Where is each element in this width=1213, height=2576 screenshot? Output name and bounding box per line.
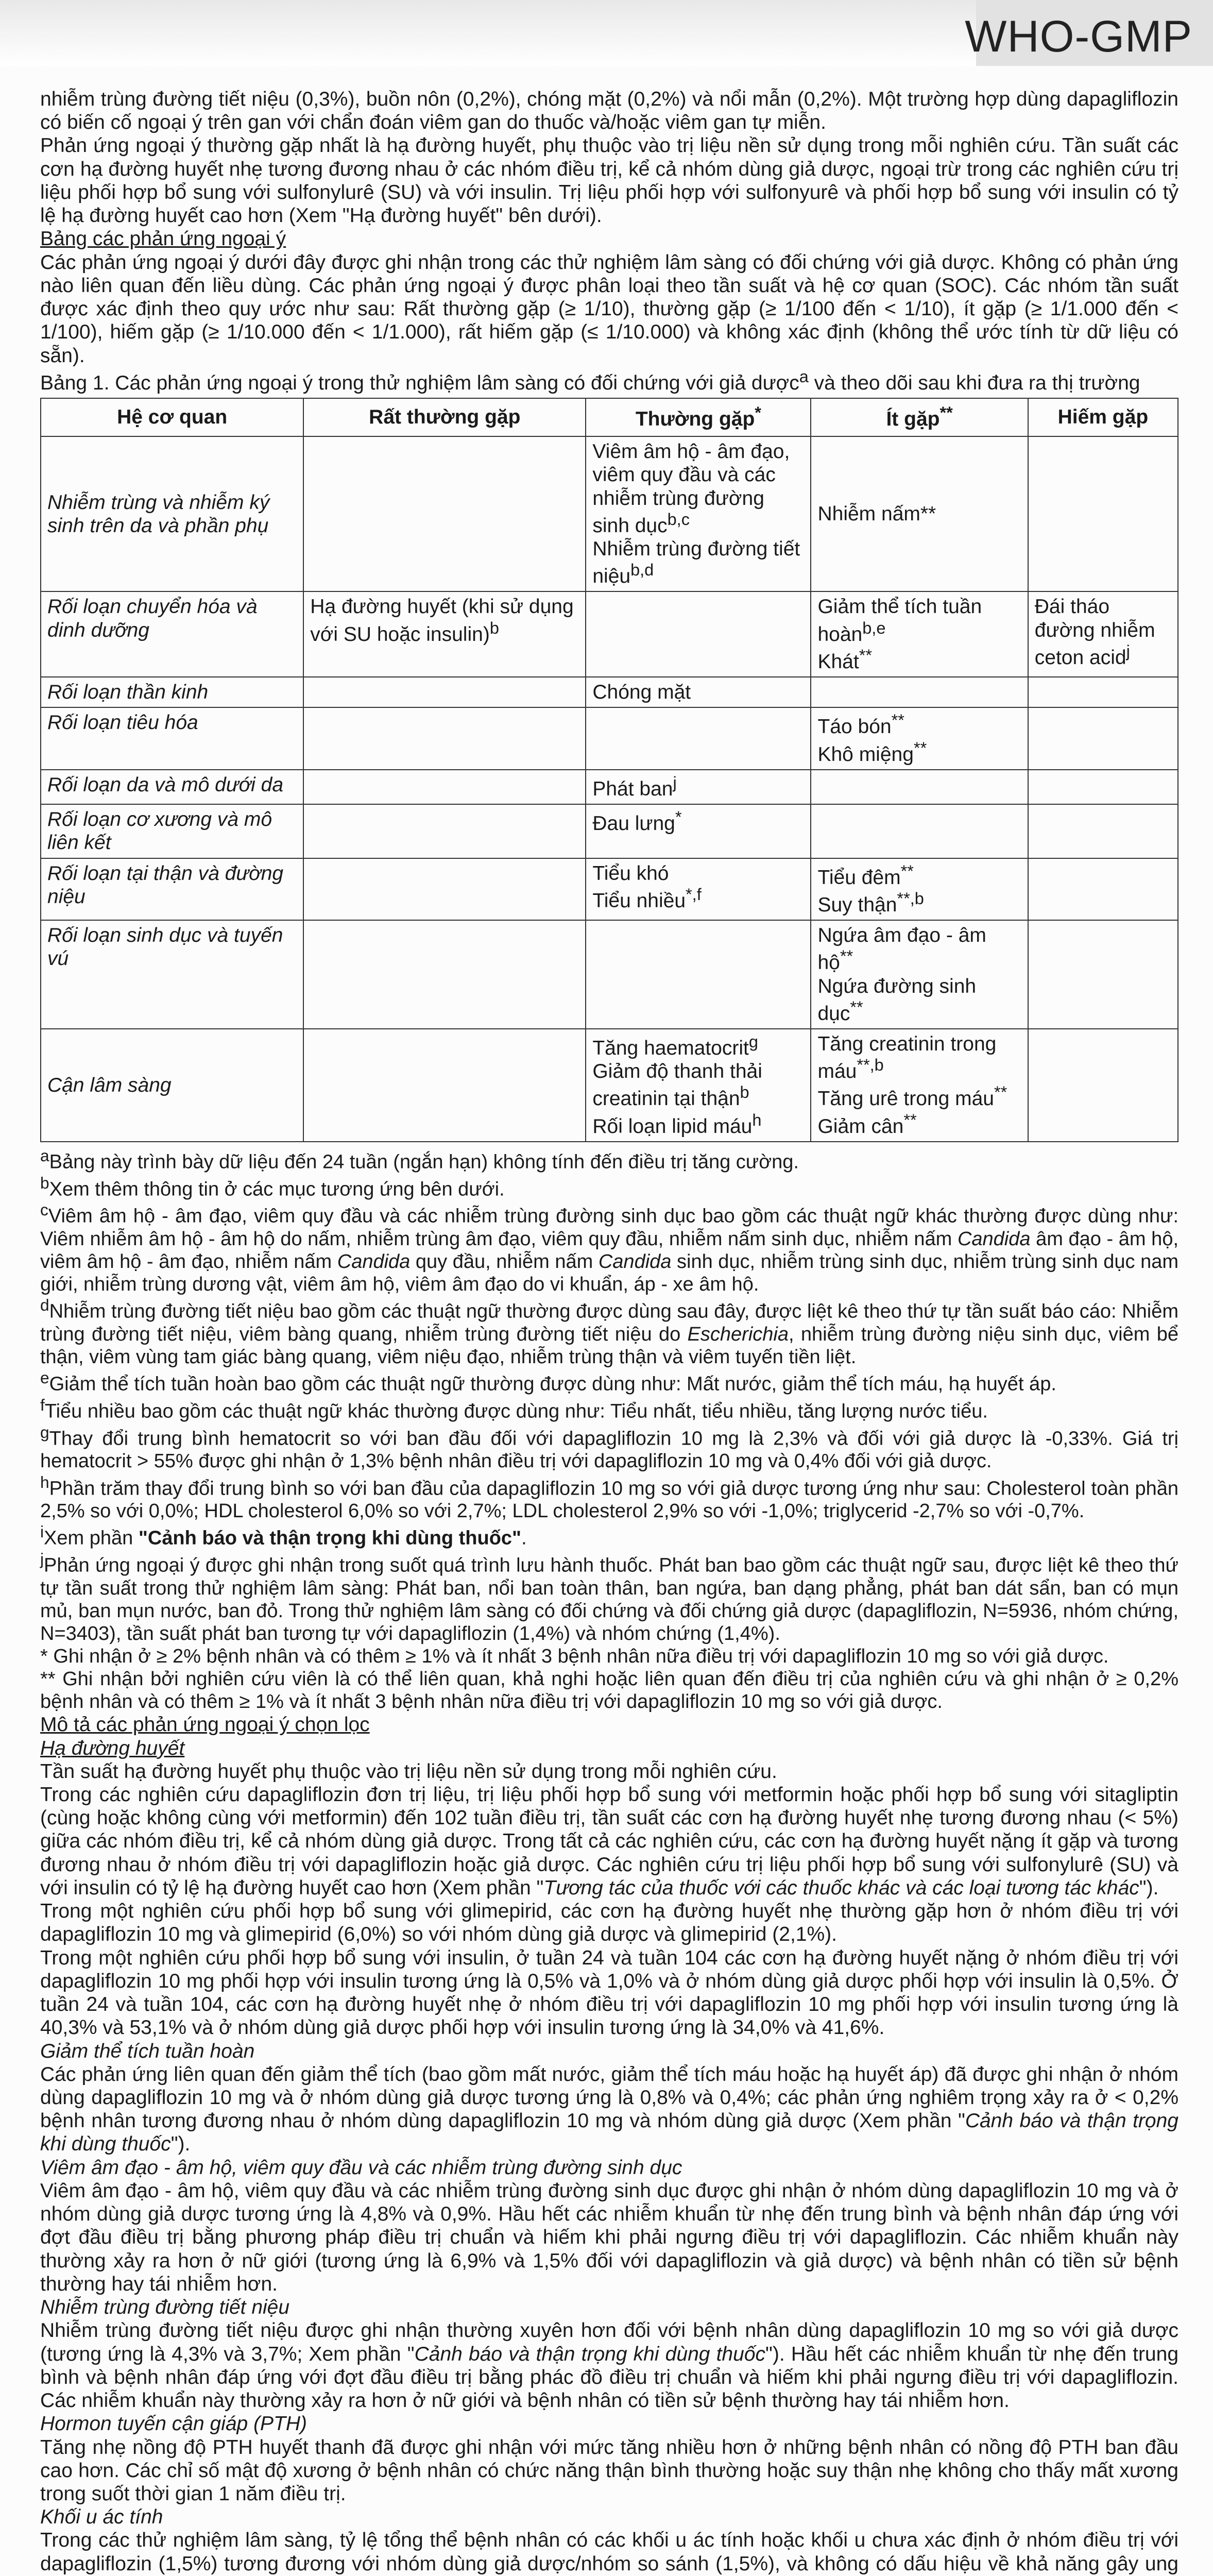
table-cell	[811, 677, 1028, 707]
subsection-heading: Nhiễm trùng đường tiết niệu	[40, 2296, 290, 2319]
table-cell	[586, 591, 811, 677]
table-row	[41, 677, 1178, 707]
footnote: $^a$Bảng này trình bày dữ liệu đến 24 tuần (ngắn hạn) không tính đến điều trị tăng cường.	[40, 1146, 799, 1173]
table-row	[41, 436, 1178, 591]
table-cell	[1028, 677, 1178, 707]
system-organ-class-cell: Rối loạn tiêu hóa	[41, 707, 303, 769]
footnote: $^e$Giảm thể tích tuần hoàn bao gồm các thuật ngữ thường được dùng như: Mất nước, giảm thể tích máu, hạ huyết áp.	[40, 1368, 1056, 1395]
paragraph: Trong một nghiên cứu phối hợp bổ sung với insulin, ở tuần 24 và tuần 104 các cơn hạ đường huyết nặng ở nhóm điều trị với dapagliflozin 10 mg phối hợp với insulin tương ứng là 0,5% và 1,0% và ở nhóm dùng giả dược phối hợp với insulin là 0,5%. Ở tuần 24 và tuần 104, các cơn hạ đường huyết nhẹ ở nhóm điều trị với dapagliflozin 10 mg phối hợp với insulin tương ứng là 40,3% và 53,1% và ở nhóm dùng giả dược phối hợp với insulin tương ứng là 34,0% và 41,6%.	[40, 1946, 1178, 2039]
system-organ-class-cell: Rối loạn cơ xương và mô liên kết	[41, 804, 303, 858]
subsection-heading: Hạ đường huyết	[40, 1737, 185, 1759]
column-header: Thường gặp*	[586, 398, 811, 436]
paragraph: Các phản ứng liên quan đến giảm thể tích (bao gồm mất nước, giảm thể tích máu hoặc hạ huyết áp) đã được ghi nhận ở nhóm dùng dapagliflozin 10 mg và ở nhóm dùng giả dược tương ứng là 0,8% và 0,4%; các phản ứng nghiêm trọng xảy ra ở < 0,2% bệnh nhân tương đương nhau ở nhóm dùng dapagliflozin 10 mg và nhóm dùng giả dược (Xem phần "Cảnh báo và thận trọng khi dùng thuốc").	[40, 2063, 1178, 2156]
column-header: Rất thường gặp	[303, 398, 586, 436]
footnote: $^i$Xem phần "Cảnh báo và thận trọng khi dùng thuốc".	[40, 1522, 527, 1549]
footnote: * Ghi nhận ở ≥ 2% bệnh nhân và có thêm ≥ 1% và ít nhất 3 bệnh nhân nữa điều trị với dapagliflozin 10 mg so với giả dược.	[40, 1646, 1109, 1668]
footnote: $^d$Nhiễm trùng đường tiết niệu bao gồm các thuật ngữ thường được dùng sau đây, được liệt kê theo thứ tự tần suất báo cáo: Nhiễm trùng đường tiết niệu, viêm bàng quang, nhiễm trùng đường tiết niệu do Escherichia, nhiễm trùng đường niệu sinh dục, viêm bể thận, viêm vùng tam giác bàng quang, viêm niệu đạo, nhiễm trùng thận và viêm tuyến tiền liệt.	[40, 1296, 1178, 1368]
body-sections	[40, 1713, 1178, 2576]
footnote: $^b$Xem thêm thông tin ở các mục tương ứng bên dưới.	[40, 1173, 505, 1200]
paragraph: Trong các nghiên cứu dapagliflozin đơn trị liệu, trị liệu phối hợp bổ sung với metformin hoặc phối hợp bổ sung với sitagliptin (cùng hoặc không cùng với metformin) đến 102 tuần điều trị, tần suất các cơn hạ đường huyết nhẹ tương đương nhau (< 5%) giữa các nhóm điều trị, kể cả nhóm dùng giả dược. Trong tất cả các nghiên cứu, các cơn hạ đường huyết nặng ít gặp và tương đương nhau ở nhóm điều trị với dapagliflozin hoặc giả dược. Các nghiên cứu trị liệu phối hợp bổ sung với sulfonylurê (SU) và với insulin có tỷ lệ hạ đường huyết cao hơn (Xem phần "Tương tác của thuốc với các thuốc khác và các loại tương tác khác").	[40, 1783, 1178, 1899]
table-cell: Tăng haematocrit$^g$ Giảm độ thanh thải creatinin tại thận$^b$ Rối loạn lipid máu$^h$	[586, 1029, 811, 1142]
table-row	[41, 920, 1178, 1029]
system-organ-class-cell: Rối loạn chuyển hóa và dinh dưỡng	[41, 591, 303, 677]
table-cell	[586, 920, 811, 1029]
system-organ-class-cell: Cận lâm sàng	[41, 1029, 303, 1142]
system-organ-class-cell: Rối loạn da và mô dưới da	[41, 770, 303, 804]
table-cell	[811, 770, 1028, 804]
table-cell: Tiểu khó Tiểu nhiều$^{*,f}$	[586, 858, 811, 920]
table-cell: Táo bón** Khô miệng**	[811, 707, 1028, 769]
who-gmp-logo: WHO-GMP	[965, 12, 1192, 61]
table-cell	[303, 858, 586, 920]
table-cell: Đau lưng*	[586, 804, 811, 858]
table-cell	[303, 436, 586, 591]
subsection-heading: Giảm thể tích tuần hoàn	[40, 2040, 255, 2062]
paragraph: Các phản ứng ngoại ý dưới đây được ghi nhận trong các thử nghiệm lâm sàng có đối chứng với giả dược. Không có phản ứng nào liên quan đến liều dùng. Các phản ứng ngoại ý được phân loại theo tần suất và hệ cơ quan (SOC). Các nhóm tần suất được xác định theo quy ước như sau: Rất thường gặp (≥ 1/10), thường gặp (≥ 1/100 đến < 1/10), ít gặp (≥ 1/1.000 đến < 1/100), hiếm gặp (≥ 1/10.000 đến < 1/1.000), rất hiếm gặp (≤ 1/10.000) và không xác định (không thể ước tính từ dữ liệu có sẵn).	[40, 251, 1178, 367]
table-cell: Nhiễm nấm**	[811, 436, 1028, 591]
system-organ-class-cell: Rối loạn sinh dục và tuyến vú	[41, 920, 303, 1029]
table-cell: Đái tháo đường nhiễm ceton acid$^j$	[1028, 591, 1178, 677]
paragraph: Trong các thử nghiệm lâm sàng, tỷ lệ tổng thể bệnh nhân có các khối u ác tính hoặc khối u chưa xác định ở nhóm điều trị với dapagliflozin (1,5%) tương đương với nhóm dùng giả dược/nhóm so sánh (1,5%), và không có dấu hiệu về khả năng gây ung	[40, 2529, 1178, 2575]
subsection-heading: Viêm âm đạo - âm hộ, viêm quy đầu và các nhiễm trùng đường sinh dục	[40, 2156, 682, 2179]
paragraph: Tần suất hạ đường huyết phụ thuộc vào trị liệu nền sử dụng trong mỗi nghiên cứu.	[40, 1760, 777, 1783]
table-cell	[1028, 804, 1178, 858]
table-cell: Chóng mặt	[586, 677, 811, 707]
document-body	[40, 88, 1178, 2576]
table-cell: Giảm thể tích tuần hoàn$^{b,e}$ Khát**	[811, 591, 1028, 677]
footnote: $^c$Viêm âm hộ - âm đạo, viêm quy đầu và các nhiễm trùng đường sinh dục bao gồm các thuật ngữ khác thường được dùng như: Viêm nhiễm âm hộ - âm hộ do nấm, nhiễm trùng âm đạo, viêm quy đầu, nhiễm nấm sinh dục, nhiễm nấm Candida âm đạo - âm hộ, viêm âm hộ - âm đạo, nhiễm nấm Candida quy đầu, nhiễm nấm Candida sinh dục, nhiễm trùng sinh dục, nhiễm trùng sinh dục nam giới, nhiễm trùng dương vật, viêm âm hộ, viêm âm đạo do vi khuẩn, áp - xe âm hộ.	[40, 1200, 1179, 1296]
footnote: $^f$Tiểu nhiều bao gồm các thuật ngữ khác thường được dùng như: Tiểu nhất, tiểu nhiều, tăng lượng nước tiểu.	[40, 1395, 988, 1422]
table-header-row	[41, 398, 1178, 436]
table-body	[41, 436, 1178, 1142]
intro-paragraphs	[40, 88, 1178, 395]
table-row	[41, 707, 1178, 769]
table-row	[41, 770, 1178, 804]
table-cell	[303, 804, 586, 858]
header-band	[0, 0, 1213, 66]
adverse-reactions-table	[40, 398, 1178, 1142]
paragraph: Phản ứng ngoại ý thường gặp nhất là hạ đường huyết, phụ thuộc vào trị liệu nền sử dụng trong mỗi nghiên cứu. Tần suất các cơn hạ đường huyết nhẹ tương đương nhau ở các nhóm điều trị, kể cả nhóm dùng giả dược, ngoại trừ trong các nghiên cứu trị liệu phối hợp bổ sung với sulfonylurê (SU) và với insulin. Trị liệu phối hợp với sulfonyurê và phối hợp bổ sung với insulin có tỷ lệ hạ đường huyết cao hơn (Xem "Hạ đường huyết" bên dưới).	[40, 134, 1178, 227]
table-cell	[303, 1029, 586, 1142]
system-organ-class-cell: Rối loạn tại thận và đường niệu	[41, 858, 303, 920]
table-cell: Hạ đường huyết (khi sử dụng với SU hoặc insulin)$^b$	[303, 591, 586, 677]
subsection-heading: Hormon tuyến cận giáp (PTH)	[40, 2413, 307, 2435]
table-cell	[303, 920, 586, 1029]
paragraph: Bảng 1. Các phản ứng ngoại ý trong thử nghiệm lâm sàng có đối chứng với giả dược$^a$ và theo dõi sau khi đưa ra thị trường	[40, 367, 1140, 394]
table-row	[41, 1029, 1178, 1142]
table-cell	[303, 707, 586, 769]
table-row	[41, 858, 1178, 920]
table-cell	[1028, 707, 1178, 769]
table-cell: Viêm âm hộ - âm đạo, viêm quy đầu và các nhiễm trùng đường sinh dục$^{b,c}$ Nhiễm trùng đường tiết niệu$^{b,d}$	[586, 436, 811, 591]
system-organ-class-cell: Rối loạn thần kinh	[41, 677, 303, 707]
paragraph: Tăng nhẹ nồng độ PTH huyết thanh đã được ghi nhận với mức tăng nhiều hơn ở những bệnh nhân có nồng độ PTH ban đầu cao hơn. Các chỉ số mật độ xương ở bệnh nhân có chức năng thận bình thường hoặc suy thận nhẹ không cho thấy mất xương trong suốt thời gian 1 năm điều trị.	[40, 2436, 1178, 2505]
paragraph: Trong một nghiên cứu phối hợp bổ sung với glimepirid, các cơn hạ đường huyết nhẹ thường gặp hơn ở nhóm điều trị với dapagliflozin 10 mg và glimepirid (6,0%) so với nhóm dùng giả dược và glimepirid (2,1%).	[40, 1900, 1178, 1946]
footnote: $^j$Phản ứng ngoại ý được ghi nhận trong suốt quá trình lưu hành thuốc. Phát ban bao gồm các thuật ngữ sau, được liệt kê theo thứ tự tần suất trong thử nghiệm lâm sàng: Phát ban, nổi ban toàn thân, ban ngứa, ban dạng phẳng, phát ban dát sẩn, ban có mụn mủ, ban mụn nước, ban đỏ. Trong thử nghiệm lâm sàng có đối chứng và đối chứng giả dược (dapagliflozin, N=5936, nhóm chứng, N=3403), tần suất phát ban tương tự với dapagliflozin (1,4%) và nhóm chứng (1,4%).	[40, 1550, 1178, 1645]
table-cell	[1028, 858, 1178, 920]
table-footnotes	[40, 1146, 1178, 1713]
paragraph: Nhiễm trùng đường tiết niệu được ghi nhận thường xuyên hơn đối với bệnh nhân dùng dapagliflozin 10 mg so với giả dược (tương ứng là 4,3% và 3,7%; Xem phần "Cảnh báo và thận trọng khi dùng thuốc"). Hầu hết các nhiễm khuẩn từ nhẹ đến trung bình và bệnh nhân đáp ứng với đợt đầu điều trị bằng phác đồ điều trị chuẩn và hiếm khi phải ngưng điều trị với dapagliflozin. Các nhiễm khuẩn này thường xảy ra hơn ở nữ giới và bệnh nhân có tiền sử bệnh thường hay tái nhiễm hơn.	[40, 2319, 1179, 2412]
subsection-heading: Khối u ác tính	[40, 2506, 163, 2529]
table-cell: Tăng creatinin trong máu$^{**,b}$ Tăng urê trong máu** Giảm cân**	[811, 1029, 1028, 1142]
paragraph: nhiễm trùng đường tiết niệu (0,3%), buồn nôn (0,2%), chóng mặt (0,2%) và nổi mẫn (0,2%). Một trường hợp dùng dapagliflozin có biến cố ngoại ý trên gan với chẩn đoán viêm gan do thuốc và/hoặc viêm gan tự miễn.	[40, 88, 1178, 134]
paragraph: Viêm âm đạo - âm hộ, viêm quy đầu và các nhiễm trùng đường sinh dục được ghi nhận ở nhóm dùng dapagliflozin 10 mg và ở nhóm dùng giả dược tương ứng là 4,8% và 0,9%. Hầu hết các nhiễm khuẩn từ nhẹ đến trung bình và bệnh nhân đáp ứng với đợt đầu điều trị bằng phương pháp điều trị chuẩn và hiếm khi phải ngưng điều trị với dapagliflozin. Các nhiễm khuẩn này thường xảy ra hơn ở nữ giới (tương ứng là 6,9% và 1,5% đối với dapagliflozin và giả dược) và bệnh nhân có tiền sử bệnh thường hay tái nhiễm hơn.	[40, 2179, 1178, 2295]
table-cell	[811, 804, 1028, 858]
footnote: ** Ghi nhận bởi nghiên cứu viên là có thể liên quan, khả nghi hoặc liên quan đến điều trị của nghiên cứu và ghi nhận ở ≥ 0,2% bệnh nhân và có thêm ≥ 1% và ít nhất 3 bệnh nhân nữa điều trị với dapagliflozin 10 mg so với giả dược.	[40, 1668, 1178, 1713]
table-cell: Ngứa âm đạo - âm hộ** Ngứa đường sinh dục**	[811, 920, 1028, 1029]
table-cell	[1028, 436, 1178, 591]
column-header: Ít gặp**	[811, 398, 1028, 436]
section-heading: Bảng các phản ứng ngoại ý	[40, 228, 286, 250]
system-organ-class-cell: Nhiễm trùng và nhiễm ký sinh trên da và phần phụ	[41, 436, 303, 591]
table-cell	[1028, 920, 1178, 1029]
table-cell	[303, 677, 586, 707]
table-row	[41, 804, 1178, 858]
footnote: $^h$Phần trăm thay đổi trung bình so với ban đầu của dapagliflozin 10 mg so với giả dược tương ứng như sau: Cholesterol toàn phần 2,5% so với 0,0%; HDL cholesterol 6,0% so với 2,7%; LDL cholesterol 2,9% so với -1,0%; triglycerid -2,7% so với -0,7%.	[40, 1472, 1178, 1522]
table-cell	[586, 707, 811, 769]
section-heading: Mô tả các phản ứng ngoại ý chọn lọc	[40, 1714, 370, 1736]
table-cell	[303, 770, 586, 804]
footnote: $^g$Thay đổi trung bình hematocrit so với ban đầu đối với dapagliflozin 10 mg là 2,3% và đối với giả dược là -0,33%. Giá trị hematocrit > 55% được ghi nhận ở 1,3% bệnh nhân điều trị với dapagliflozin 10 mg và 0,4% đối với giả dược.	[40, 1422, 1178, 1472]
table-cell: Phát ban$^j$	[586, 770, 811, 804]
table-cell	[1028, 770, 1178, 804]
table-cell	[1028, 1029, 1178, 1142]
column-header: Hiếm gặp	[1028, 398, 1178, 436]
table-cell: Tiểu đêm** Suy thận$^{**,b}$	[811, 858, 1028, 920]
column-header: Hệ cơ quan	[41, 398, 303, 436]
table-row	[41, 591, 1178, 677]
